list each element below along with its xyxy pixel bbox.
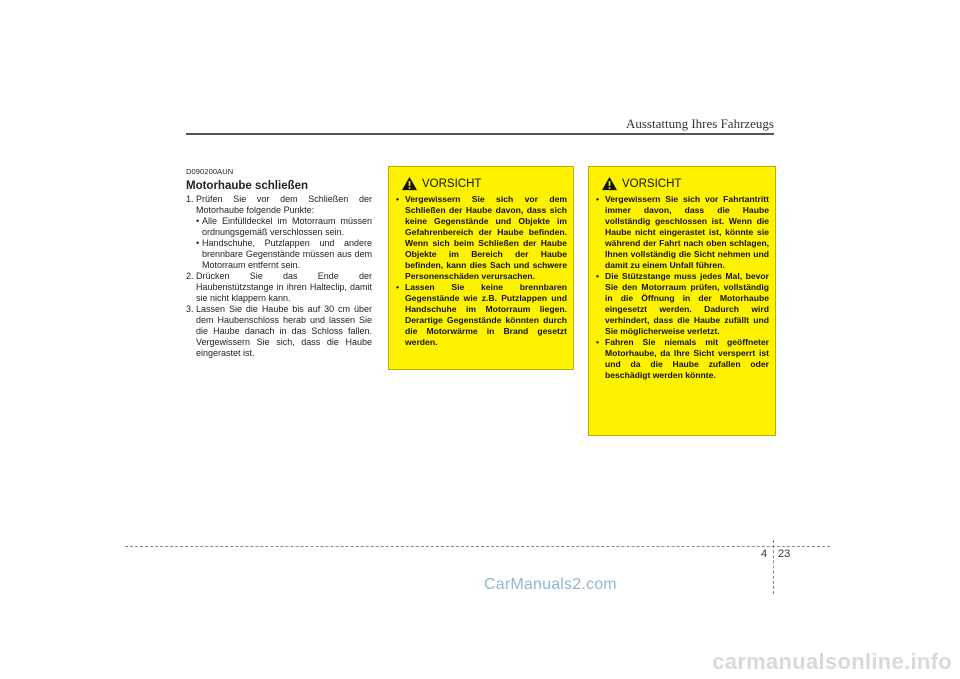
section-code: D090200AUN: [186, 167, 234, 176]
list-item: [596, 337, 769, 381]
step-number: 3.: [186, 304, 194, 314]
step-number: 2.: [186, 271, 194, 281]
step-3: [186, 304, 372, 359]
warning-text: Fahren Sie niemals mit geöffneter Motorhaube, da Ihre Sicht versperrt ist und da die Haube zufallen oder beschädigt werden könnte.: [605, 337, 769, 380]
step-text: Lassen Sie die Haube bis auf 30 cm über dem Haubenschloss herab und lassen Sie die Haube danach in das Schloss fallen. Vergewissern Sie sich, dass die Haube eingerastet ist.: [196, 304, 372, 358]
list-item: [196, 238, 372, 271]
bullet-text: Alle Einfülldeckel im Motorraum müssen ordnungsgemäß verschlossen sein.: [202, 216, 372, 237]
warning-box-1: [388, 166, 574, 370]
warning-triangle-icon: [401, 176, 418, 191]
step-number: 1.: [186, 194, 194, 204]
warning-triangle-icon: [601, 176, 618, 191]
bullet-icon: •: [196, 238, 200, 248]
chapter-number: 4: [761, 548, 768, 560]
warning-title: VORSICHT: [422, 177, 482, 190]
footer-rule: [125, 546, 830, 547]
bullet-icon: •: [396, 282, 400, 292]
list-item: [196, 216, 372, 238]
warning-title: VORSICHT: [622, 177, 682, 190]
warning-text: Vergewissern Sie sich vor Fahrtantritt immer davon, dass die Haube vollständig geschlossen ist. Wenn die Haube nicht eingerastet ist, könnte sie während der Fahrt nach oben schlagen, Ihnen vollständig die Sicht nehmen und damit zu einem Unfall führen.: [605, 194, 769, 270]
step-1: [186, 194, 372, 216]
list-item: [396, 194, 567, 282]
page-divider: [773, 540, 774, 594]
bullet-icon: •: [196, 216, 200, 226]
page-number: 23: [778, 548, 791, 560]
list-item: [396, 282, 567, 348]
warning-header: [601, 176, 769, 191]
warning-text: Lassen Sie keine brennbaren Gegenstände wie z.B. Putzlappen und Handschuhe im Motorraum liegen. Derartige Gegenstände könnten durch die Motorwärme in Brand gesetzt werden.: [405, 282, 567, 347]
section-title: Motorhaube schließen: [186, 180, 309, 192]
watermark-text: carmanualsonline.info: [712, 649, 952, 674]
warning-box-2: [588, 166, 776, 436]
main-column: [186, 166, 372, 359]
bullet-text: Handschuhe, Putzlappen und andere brennbare Gegenstände müssen aus dem Motorraum entfernt sein.: [202, 238, 372, 270]
header-rule: [186, 133, 774, 135]
step-2: [186, 271, 372, 304]
bullet-icon: •: [596, 337, 600, 347]
list-item: [596, 194, 769, 271]
header-title: Ausstattung Ihres Fahrzeugs: [625, 116, 774, 131]
list-item: [596, 271, 769, 337]
watermark-link[interactable]: CarManuals2.com: [484, 576, 617, 593]
warning-text: Die Stützstange muss jedes Mal, bevor Sie den Motorraum prüfen, vollständig in die Öffnung in der Motorhaube eingesetzt werden. Dadurch wird verhindert, dass die Haube zufällt und Sie möglicherweise verletzt.: [605, 271, 769, 336]
bullet-icon: •: [396, 194, 400, 204]
bullet-icon: •: [596, 271, 600, 281]
warning-header: [401, 176, 567, 191]
bullet-icon: •: [596, 194, 600, 204]
step-text: Prüfen Sie vor dem Schließen der Motorhaube folgende Punkte:: [196, 194, 372, 215]
warning-text: Vergewissern Sie sich vor dem Schließen der Haube davon, dass sich keine Gegenstände und Objekte im Gefahrenbereich der Haube befinden. Wenn sich beim Schließen der Haube Objekte im Bereich der Haube befinden, kann dies Sach und schwere Personenschäden verursachen.: [405, 194, 567, 281]
step-text: Drücken Sie das Ende der Haubenstützstange in ihren Halteclip, damit sie nicht klappern kann.: [196, 271, 372, 303]
